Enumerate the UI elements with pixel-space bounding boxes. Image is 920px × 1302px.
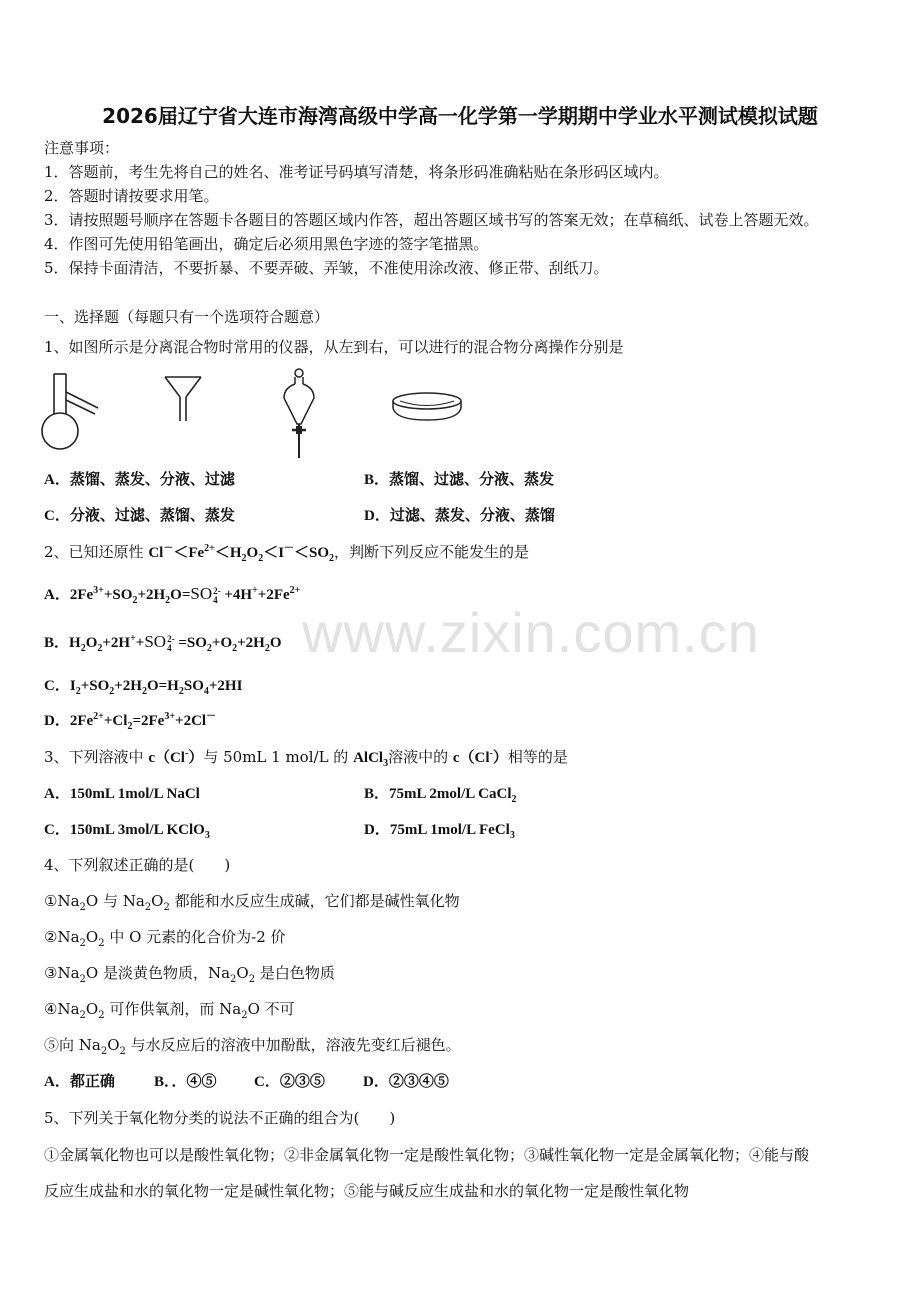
funnel-icon: [163, 375, 203, 425]
q1-option-b[interactable]: B．蒸馏、过滤、分液、蒸发: [364, 472, 555, 488]
q3-option-b[interactable]: B．75mL 2mol/L CaCl$_2$: [364, 786, 517, 805]
q2-option-b[interactable]: B．$H_2O_2+2H^++SO2-$ $4 =SO_2+O_2+2H_2O$: [44, 632, 282, 654]
q5-statement-line-2: 反应生成盐和水的氧化物一定是碱性氧化物；⑤能与碱反应生成盐和水的氧化物一定是酸性氧化物: [44, 1182, 690, 1200]
notice-item: 1．答题前，考生先将自己的姓名、准考证号码填写清楚，将条形码准确粘贴在条形码区域内。: [44, 163, 669, 181]
q1-option-d[interactable]: D．过滤、蒸发、分液、蒸馏: [364, 508, 555, 524]
question-4-stem: 4、下列叙述正确的是( ): [44, 856, 231, 874]
q4-option-d[interactable]: D．②③④⑤: [363, 1074, 449, 1090]
q3-option-a[interactable]: A．150mL 1mol/L NaCl: [44, 786, 200, 802]
watermark: www.zixin.com.cn: [302, 601, 760, 664]
notice-heading: 注意事项：: [44, 139, 120, 157]
notice-item: 2．答题时请按要求用笔。: [44, 187, 219, 205]
q4-statement-1: $①Na_2O$ 与 $Na_2O_2$ 都能和水反应生成碱，它们都是碱性氧化物: [44, 892, 460, 913]
notice-item: 4．作图可先使用铅笔画出，确定后必须用黑色字迹的签字笔描黑。: [44, 235, 489, 253]
q4-statement-3: $③Na_2O$ 是淡黄色物质，$Na_2O_2$ 是白色物质: [44, 964, 335, 985]
q4-option-a[interactable]: A．都正确: [44, 1074, 115, 1090]
question-2-stem: 2、已知还原性 $Cl^-<Fe^{2+}<H_2O_2<I^-<SO_2$，判断下列反应不能发生的是: [44, 543, 530, 564]
distillation-flask-icon: [40, 370, 100, 452]
q1-option-c[interactable]: C．分液、过滤、蒸馏、蒸发: [44, 508, 235, 524]
q4-option-c[interactable]: C．②③⑤: [254, 1074, 325, 1090]
q4-option-b[interactable]: B．．④⑤: [154, 1074, 217, 1090]
question-3-stem: 3、下列溶液中 c（Cl-）与 50mL 1 mol/L 的 AlCl$_3$溶液中的 c（Cl-）相等的是: [44, 748, 568, 769]
evaporating-dish-icon: [390, 390, 464, 426]
q2-option-a[interactable]: A．$2Fe^{3+}+SO_2+2H_2O=SO2-$ $4 +4H^++2Fe^{2+}$: [44, 584, 301, 606]
q3-option-d[interactable]: D．75mL 1mol/L FeCl$_3$: [364, 822, 515, 841]
q5-statement-line-1: ①金属氧化物也可以是酸性氧化物；②非金属氧化物一定是酸性氧化物；③碱性氧化物一定是金属氧化物；④能与酸: [44, 1146, 810, 1164]
question-5-stem: 5、下列关于氧化物分类的说法不正确的组合为( ): [44, 1109, 396, 1127]
notice-item: 3．请按照题号顺序在答题卡各题目的答题区域内作答，超出答题区域书写的答案无效；在草稿纸、试卷上答题无效。: [44, 211, 819, 229]
separatory-funnel-icon: [280, 364, 320, 460]
page-title: 2026届辽宁省大连市海湾高级中学高一化学第一学期期中学业水平测试模拟试题: [102, 104, 818, 128]
q4-statement-5: ⑤向 $Na_2O_2$ 与水反应后的溶液中加酚酞，溶液先变红后褪色。: [44, 1036, 461, 1057]
q1-option-a[interactable]: A．蒸馏、蒸发、分液、过滤: [44, 472, 235, 488]
q4-statement-4: $④Na_2O_2$ 可作供氧剂，而 $Na_2O$ 不可: [44, 1000, 295, 1021]
q2-option-d[interactable]: D．$2Fe^{2+}+Cl_2=2Fe^{3+}+2Cl^-$: [44, 711, 217, 732]
q4-statement-2: $②Na_2O_2$ 中 O 元素的化合价为-2 价: [44, 928, 286, 949]
q2-option-c[interactable]: C．$I_2+SO_2+2H_2O=H_2SO_4+2HI$: [44, 678, 243, 697]
q3-option-c[interactable]: C．150mL 3mol/L KClO$_3$: [44, 822, 210, 841]
question-1-stem: 1、如图所示是分离混合物时常用的仪器，从左到右，可以进行的混合物分离操作分别是: [44, 338, 624, 356]
notice-item: 5．保持卡面清洁，不要折暴、不要弄破、弄皱，不准使用涂改液、修正带、刮纸刀。: [44, 259, 609, 277]
section-heading: 一、选择题（每题只有一个选项符合题意）: [44, 308, 330, 326]
